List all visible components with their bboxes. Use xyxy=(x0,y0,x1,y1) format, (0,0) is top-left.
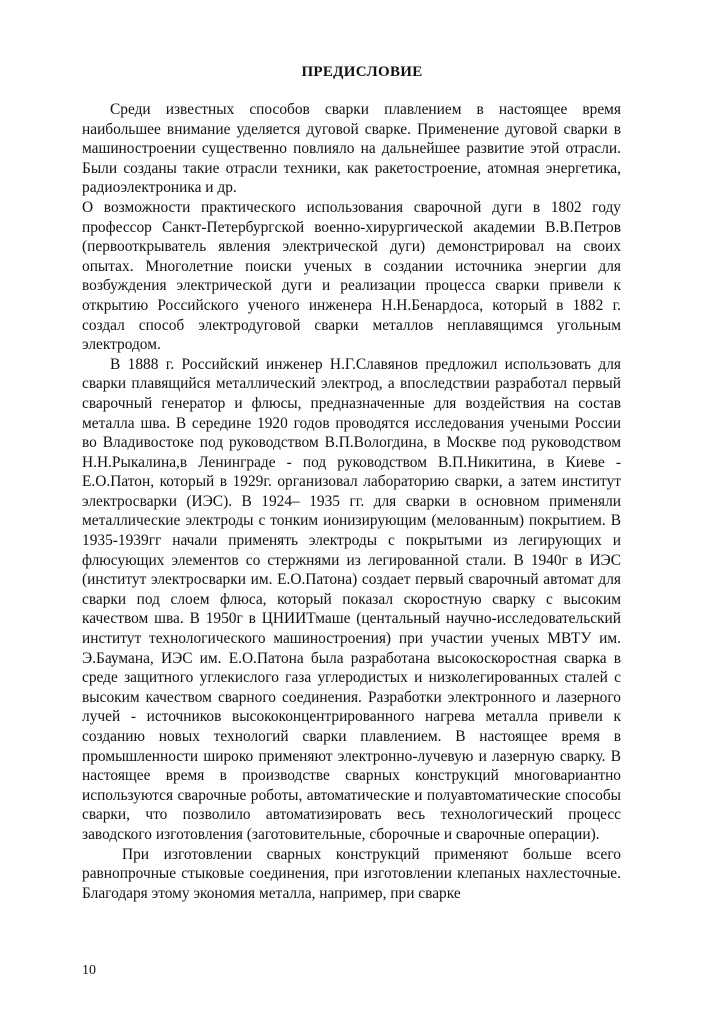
body-text xyxy=(82,100,621,903)
paragraph-petrov: О возможности практического использования сварочной дуги в 1802 году профессор Санкт-Петербургской военно-хирургической академии В.В.Петров (первооткрыватель явления электрической дуги) демонстрировал на своих опытах. Многолетние поиски ученых в создании источника энергии для возбуждения электрической дуги и реализации процесса сварки привели к открытию Российского ученого инженера Н.Н.Бенардоса, который в 1882 г. создал способ электродуговой сварки металлов неплавящимся угольным электродом. xyxy=(82,198,621,354)
paragraph-joints: При изготовлении сварных конструкций применяют больше всего равнопрочные стыковые соединения, при изготовлении клепаных нахлесточные. Благодаря этому экономия металла, например, при сварке xyxy=(82,845,621,902)
page-number: 10 xyxy=(82,963,96,978)
page-title: ПРЕДИСЛОВИЕ xyxy=(301,64,423,80)
paragraph-intro: Среди известных способов сварки плавлением в настоящее время наибольшее внимание уделяется дуговой сварке. Применение дуговой сварки в машиностроении существенно повлияло на дальнейшее развитие этой отрасли. Были созданы такие отрасли техники, как ракетостроение, атомная энергетика, радиоэлектроника и др. xyxy=(82,101,621,197)
paragraph-history: В 1888 г. Российский инженер Н.Г.Славянов предложил использовать для сварки плавящийся металлический электрод, а впоследствии разработал первый сварочный генератор и флюсы, предназначенные для воздействия на состав металла шва. В середине 1920 годов проводятся исследования учеными России во Владивостоке под руководством В.П.Вологдина, в Москве под руководством Н.Н.Рыкалина,в Ленинграде - под руководством В.П.Никитина, в Киеве - Е.О.Патон, который в 1929г. организовал лабораторию сварки, а затем институт электросварки (ИЭС). В 1924– 1935 гг. для сварки в основном применяли металлические электроды с тонким ионизирующим (мелованным) покрытием. В 1935-1939гг начали применять электроды с покрытыми из легирующих и флюсующих элементов со стержнями из легированной стали. В 1940г в ИЭС (институт электросварки им. Е.О.Патона) создает первый сварочный автомат для сварки под слоем флюса, который показал скоростную сварку с высоким качеством шва. В 1950г в ЦНИИТмаше (центальный научно-исследовательский институт технологического машиностроения) при участии ученых МВТУ им. Э.Баумана, ИЭС им. Е.О.Патона была разработана высокоскоростная сварка в среде защитного углекислого газа углеродистых и низколегированных сталей с высоким качеством сварного соединения. Разработки электронного и лазерного лучей - источников высококонцентрированного нагрева металла привели к созданию новых технологий сварки плавлением. В настоящее время в промышленности широко применяют электронно-лучевую и лазерную сварку. В настоящее время в производстве сварных конструкций многовариантно используются сварочные роботы, автоматические и полуавтоматические способы сварки, что позволило автоматизировать весь технологический процесс заводского изготовления (заготовительные, сборочные и сварочные операции). xyxy=(82,355,621,843)
